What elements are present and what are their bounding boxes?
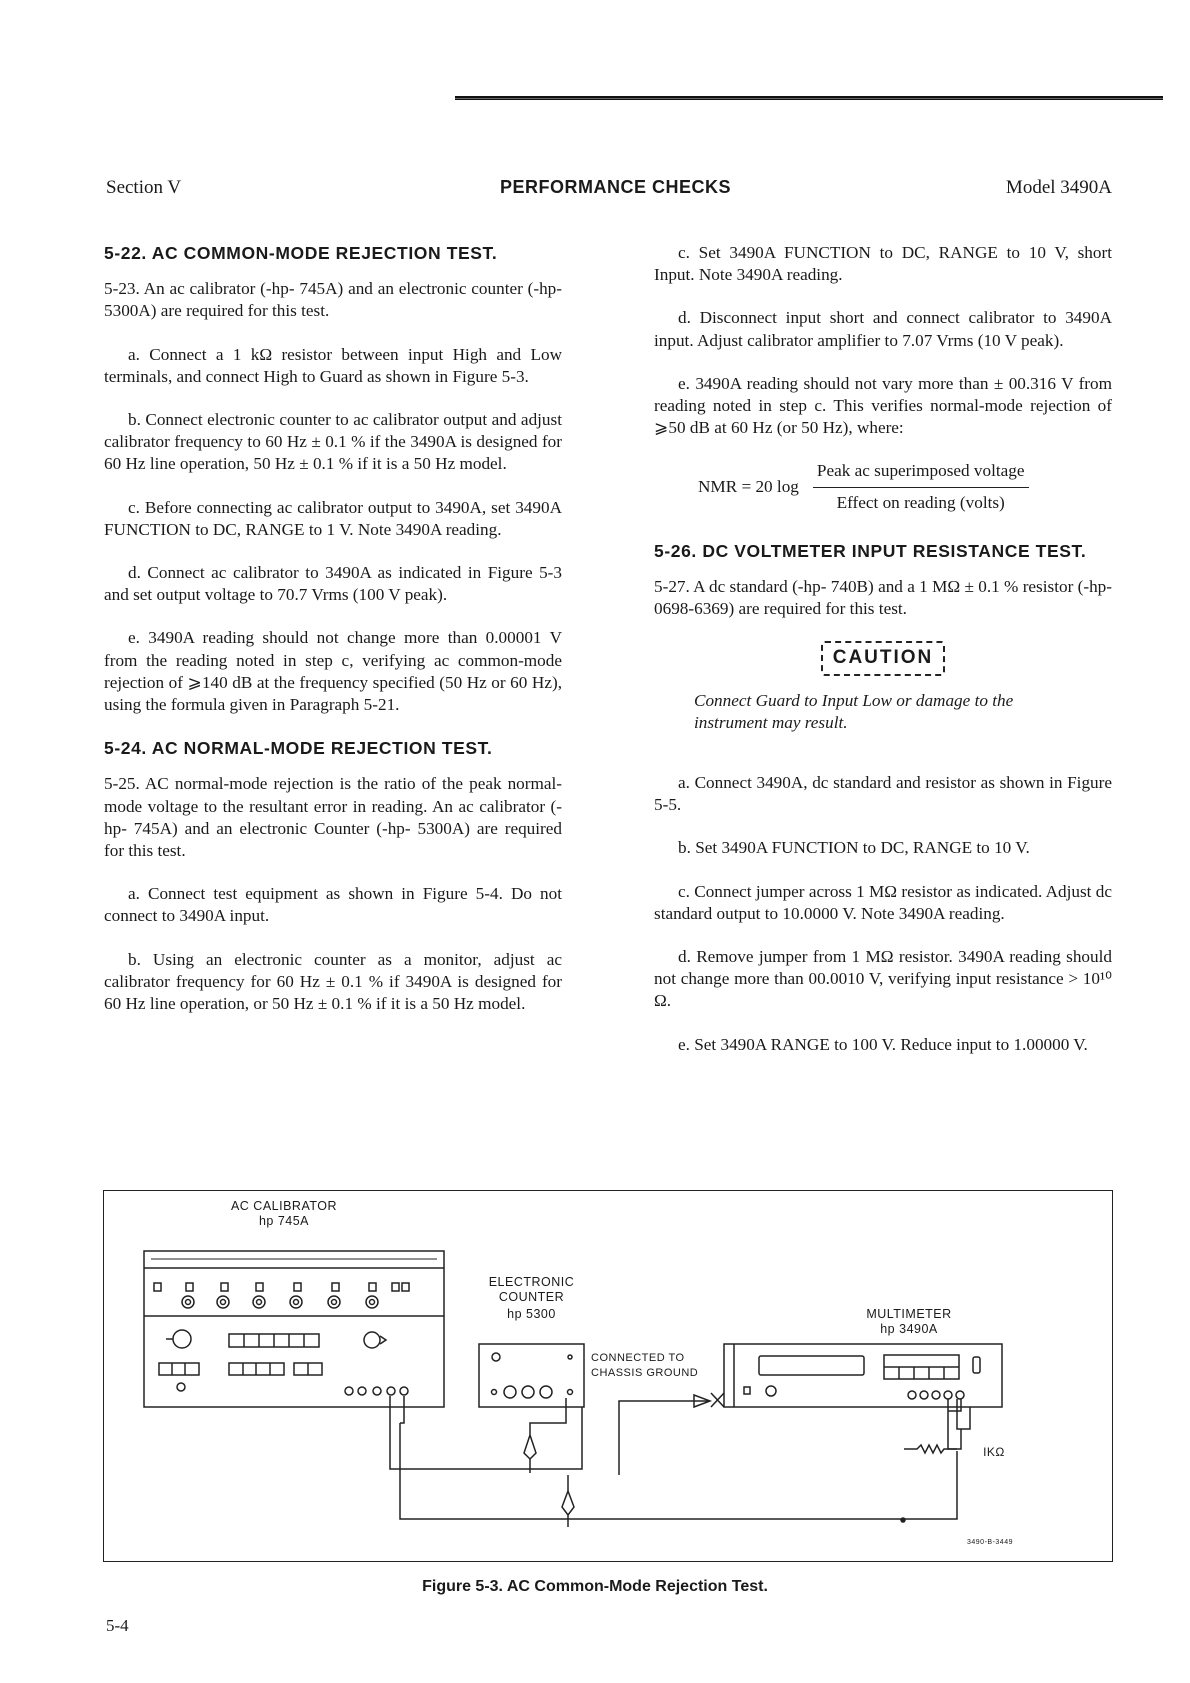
chassis-ground-line1: CONNECTED TO bbox=[591, 1352, 685, 1364]
figure-5-3 bbox=[103, 1190, 1113, 1562]
step-5-24-d: d. Disconnect input short and connect calibrator to 3490A input. Adjust calibrator amplifier to 7.07 Vrms (10 V peak). bbox=[654, 308, 1112, 350]
heading-5-22: 5-22. AC COMMON-MODE REJECTION TEST. bbox=[104, 243, 498, 263]
electronic-counter-drawing bbox=[479, 1344, 584, 1407]
calibrator-label-line1: AC CALIBRATOR bbox=[230, 1199, 338, 1213]
figure-caption: Figure 5-3. AC Common-Mode Rejection Test. bbox=[422, 1578, 768, 1595]
multimeter-drawing bbox=[724, 1344, 1002, 1407]
para-5-27: 5-27. A dc standard (-hp- 740B) and a 1 MΩ ± 0.1 % resistor (-hp- 0698-6369) are required for this test. bbox=[654, 577, 1112, 619]
step-5-26-b: b. Set 3490A FUNCTION to DC, RANGE to 10 V. bbox=[678, 838, 1030, 858]
drawing-code: 3490-B-3449 bbox=[967, 1539, 1013, 1546]
step-5-26-c: c. Connect jumper across 1 MΩ resistor as indicated. Adjust dc standard output to 10.0000 V. Note 3490A reading. bbox=[654, 881, 1112, 923]
calibrator-label-line2: hp 745A bbox=[258, 1214, 310, 1228]
caution-text: Connect Guard to Input Low or damage to the instrument may result. bbox=[694, 690, 1014, 732]
chassis-ground-line2: CHASSIS GROUND bbox=[591, 1367, 699, 1379]
step-5-26-a: a. Connect 3490A, dc standard and resistor as shown in Figure 5-5. bbox=[654, 773, 1112, 815]
multimeter-label-line2: hp 3490A bbox=[880, 1322, 938, 1336]
formula-fraction bbox=[813, 460, 1029, 513]
step-5-22-d: d. Connect ac calibrator to 3490A as indicated in Figure 5-3 and set output voltage to 70.7 Vrms (100 V peak). bbox=[104, 563, 562, 605]
calibrator-switches bbox=[154, 1283, 409, 1291]
caution-label: CAUTION bbox=[821, 641, 946, 675]
counter-label-line2: COUNTER bbox=[498, 1290, 565, 1304]
header-rule-thin bbox=[455, 98, 1163, 99]
left-column bbox=[104, 242, 562, 1036]
ac-calibrator-drawing bbox=[144, 1251, 444, 1407]
multimeter-input-terminals bbox=[908, 1391, 964, 1399]
step-5-24-a: a. Connect test equipment as shown in Figure 5-4. Do not connect to 3490A input. bbox=[104, 884, 562, 926]
calibrator-label bbox=[219, 1199, 349, 1229]
counter-label-line1: ELECTRONIC bbox=[488, 1275, 575, 1289]
right-column bbox=[654, 242, 1112, 1077]
step-5-26-d: d. Remove jumper from 1 MΩ resistor. 3490A reading should not change more than 00.0010 V, verifying input resistance > 10¹⁰ Ω. bbox=[654, 947, 1112, 1011]
wiring bbox=[390, 1393, 970, 1527]
multimeter-label bbox=[844, 1307, 974, 1337]
formula-numerator: Peak ac superimposed voltage bbox=[813, 460, 1029, 487]
calibrator-knobs bbox=[182, 1296, 378, 1308]
page-title: PERFORMANCE CHECKS bbox=[500, 177, 732, 197]
model-label: Model 3490A bbox=[1005, 177, 1112, 198]
step-5-22-e: e. 3490A reading should not change more than 0.00001 V from the reading noted in step c, verifying ac common-mode rejection of ⩾140 dB at the frequency specified (50 Hz or 60 Hz), using the formula given in Paragraph 5-21. bbox=[104, 628, 562, 715]
resistor-label: IKΩ bbox=[983, 1445, 1005, 1459]
page-number: 5-4 bbox=[106, 1616, 129, 1635]
formula-denominator: Effect on reading (volts) bbox=[836, 492, 1005, 512]
heading-5-26: 5-26. DC VOLTMETER INPUT RESISTANCE TEST. bbox=[654, 540, 1087, 561]
counter-label bbox=[474, 1275, 589, 1322]
para-5-23: 5-23. An ac calibrator (-hp- 745A) and an electronic counter (-hp- 5300A) are required for this test. bbox=[104, 279, 562, 321]
section-label: Section V bbox=[106, 177, 182, 198]
chassis-ground-label bbox=[591, 1351, 711, 1381]
step-5-22-a: a. Connect a 1 kΩ resistor between input High and Low terminals, and connect High to Guard as shown in Figure 5-3. bbox=[104, 344, 562, 386]
nmr-formula bbox=[698, 460, 1112, 513]
step-5-22-b: b. Connect electronic counter to ac calibrator output and adjust calibrator frequency to 60 Hz ± 0.1 % if the 3490A is designed for 60 Hz line operation, 50 Hz ± 0.1 % if it is a 50 Hz model. bbox=[104, 410, 562, 474]
heading-5-24: 5-24. AC NORMAL-MODE REJECTION TEST. bbox=[104, 738, 493, 759]
calibrator-output-terminals bbox=[345, 1387, 408, 1395]
step-5-24-c: c. Set 3490A FUNCTION to DC, RANGE to 10 V, short Input. Note 3490A reading. bbox=[654, 243, 1112, 285]
multimeter-label-line1: MULTIMETER bbox=[866, 1307, 952, 1321]
caution-box bbox=[654, 641, 1112, 675]
step-5-22-c: c. Before connecting ac calibrator output to 3490A, set 3490A FUNCTION to DC, RANGE to 1 V. Note 3490A reading. bbox=[104, 497, 562, 539]
formula-lhs: NMR = 20 log bbox=[698, 477, 799, 497]
step-5-24-b: b. Using an electronic counter as a monitor, adjust ac calibrator frequency for 60 Hz ± 0.1 % if 3490A is designed for 60 Hz line operation, or 50 Hz ± 0.1 % if it is a 50 Hz model. bbox=[104, 949, 562, 1014]
counter-label-line3: hp 5300 bbox=[507, 1307, 556, 1321]
step-5-26-e: e. Set 3490A RANGE to 100 V. Reduce input to 1.00000 V. bbox=[678, 1034, 1088, 1054]
step-5-24-e: e. 3490A reading should not vary more than ± 00.316 V from reading noted in step c. This verifies normal-mode rejection of ⩾50 dB at 60 Hz (or 50 Hz), where: bbox=[654, 373, 1112, 438]
para-5-25: 5-25. AC normal-mode rejection is the ratio of the peak normal-mode voltage to the resultant error in reading. An ac calibrator (-hp- 745A) and an electronic Counter (-hp- 5300A) are required for this test. bbox=[104, 774, 562, 861]
